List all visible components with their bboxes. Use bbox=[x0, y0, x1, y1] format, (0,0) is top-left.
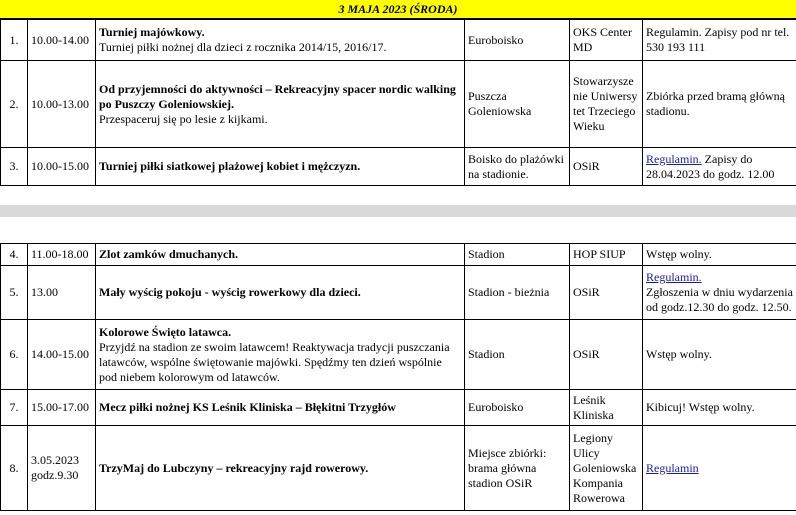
row-event bbox=[96, 266, 465, 320]
row-info bbox=[643, 426, 796, 511]
row-number: 2. bbox=[1, 61, 28, 148]
event-title: Zlot zamków dmuchanych. bbox=[99, 247, 239, 261]
row-info bbox=[643, 390, 796, 426]
info-text: Wstęp wolny. bbox=[646, 247, 712, 261]
event-title: Mecz piłki nożnej KS Leśnik Kliniska – Błękitni Trzygłów bbox=[99, 400, 396, 414]
regulamin-link[interactable]: Regulamin. bbox=[646, 270, 702, 284]
table-row bbox=[1, 390, 796, 426]
row-organizer: OSiR bbox=[570, 266, 643, 320]
row-info bbox=[643, 244, 796, 266]
row-event bbox=[96, 426, 465, 511]
event-title: Kolorowe Święto latawca. bbox=[99, 324, 232, 339]
row-time: 3.05.2023 godz.9.30 bbox=[28, 426, 96, 511]
event-description: Turniej piłki nożnej dla dzieci z rocznika 2014/15, 2016/17. bbox=[99, 40, 387, 54]
row-number: 7. bbox=[1, 390, 28, 426]
regulamin-link[interactable]: Regulamin. bbox=[646, 151, 702, 166]
events-table-top bbox=[0, 19, 796, 186]
row-organizer: Leśnik Kliniska bbox=[570, 390, 643, 426]
events-table-bottom bbox=[0, 243, 796, 511]
row-event bbox=[96, 320, 465, 390]
day-header: 3 MAJA 2023 (ŚRODA) bbox=[0, 0, 796, 19]
row-time: 11.00-18.00 bbox=[28, 244, 96, 266]
row-info bbox=[643, 266, 796, 320]
row-time: 10.00-13.00 bbox=[28, 61, 96, 148]
table-row bbox=[1, 61, 796, 148]
row-organizer: HOP SIUP bbox=[570, 244, 643, 266]
row-time: 10.00-14.00 bbox=[28, 20, 96, 61]
row-info bbox=[643, 320, 796, 390]
info-text: Zbiórka przed bramą główną stadionu. bbox=[646, 89, 785, 118]
row-time: 10.00-15.00 bbox=[28, 148, 96, 186]
row-event bbox=[96, 20, 465, 61]
row-place: Stadion bbox=[465, 244, 570, 266]
row-event bbox=[96, 148, 465, 186]
row-place: Miejsce zbiórki: brama główna stadion OSiR bbox=[465, 426, 570, 511]
row-place: Stadion - bieżnia bbox=[465, 266, 570, 320]
info-text: Zgłoszenia w dniu wydarzenia od godz.12.30 do godz. 12.50. bbox=[646, 285, 793, 314]
row-place: Stadion bbox=[465, 320, 570, 390]
row-time: 15.00-17.00 bbox=[28, 390, 96, 426]
row-place: Puszcza Goleniowska bbox=[465, 61, 570, 148]
table-row bbox=[1, 148, 796, 186]
event-title: Turniej piłki siatkowej plażowej kobiet i mężczyzn. bbox=[99, 159, 361, 173]
info-text: Regulamin. Zapisy pod nr tel. 530 193 111 bbox=[646, 25, 790, 54]
event-title: TrzyMaj do Lubczyny – rekreacyjny rajd rowerowy. bbox=[99, 460, 369, 475]
table-row bbox=[1, 320, 796, 390]
row-number: 5. bbox=[1, 266, 28, 320]
row-organizer: Legiony Ulicy Goleniowska Kompania Rowerowa bbox=[570, 426, 643, 511]
event-title: Mały wyścig pokoju - wyścig rowerkowy dla dzieci. bbox=[99, 285, 361, 299]
row-event bbox=[96, 61, 465, 148]
row-organizer: OKS Center MD bbox=[570, 20, 643, 61]
row-place: Euroboisko bbox=[465, 20, 570, 61]
table-row bbox=[1, 20, 796, 61]
page-gap bbox=[0, 186, 796, 205]
row-time: 14.00-15.00 bbox=[28, 320, 96, 390]
row-place: Boisko do plażówki na stadionie. bbox=[465, 148, 570, 186]
row-number: 4. bbox=[1, 244, 28, 266]
row-number: 1. bbox=[1, 20, 28, 61]
info-text: Kibicuj! Wstęp wolny. bbox=[646, 400, 755, 414]
row-time: 13.00 bbox=[28, 266, 96, 320]
info-text: Zapisy do 28.04.2023 do godz. 12.00 bbox=[646, 151, 775, 181]
table-row bbox=[1, 266, 796, 320]
row-info bbox=[643, 148, 796, 186]
event-title: Od przyjemności do aktywności – Rekreacyjny spacer nordic walking po Puszczy Goleniowskiej. bbox=[99, 81, 456, 111]
event-description: Przyjdź na stadion ze swoim latawcem! Reaktywacja tradycji puszczania latawców, wspólne świętowanie majówki. Spędźmy ten dzień wspólnie pod niebem kolorowym od latawców. bbox=[99, 339, 450, 384]
row-organizer: OSiR bbox=[570, 148, 643, 186]
event-description: Przespaceruj się po lesie z kijkami. bbox=[99, 111, 268, 126]
info-text: Wstęp wolny. bbox=[646, 347, 712, 361]
regulamin-link[interactable]: Regulamin bbox=[646, 460, 699, 475]
row-organizer: Stowarzyszenie Uniwersytet Trzeciego Wieku bbox=[570, 61, 643, 148]
row-event bbox=[96, 390, 465, 426]
page-separator bbox=[0, 205, 796, 217]
event-title: Turniej majówkowy. bbox=[99, 25, 205, 39]
row-number: 3. bbox=[1, 148, 28, 186]
row-info bbox=[643, 20, 796, 61]
table-row bbox=[1, 426, 796, 511]
row-event bbox=[96, 244, 465, 266]
row-info bbox=[643, 61, 796, 148]
row-place: Euroboisko bbox=[465, 390, 570, 426]
table-row bbox=[1, 244, 796, 266]
row-number: 8. bbox=[1, 426, 28, 511]
row-organizer: OSiR bbox=[570, 320, 643, 390]
row-number: 6. bbox=[1, 320, 28, 390]
